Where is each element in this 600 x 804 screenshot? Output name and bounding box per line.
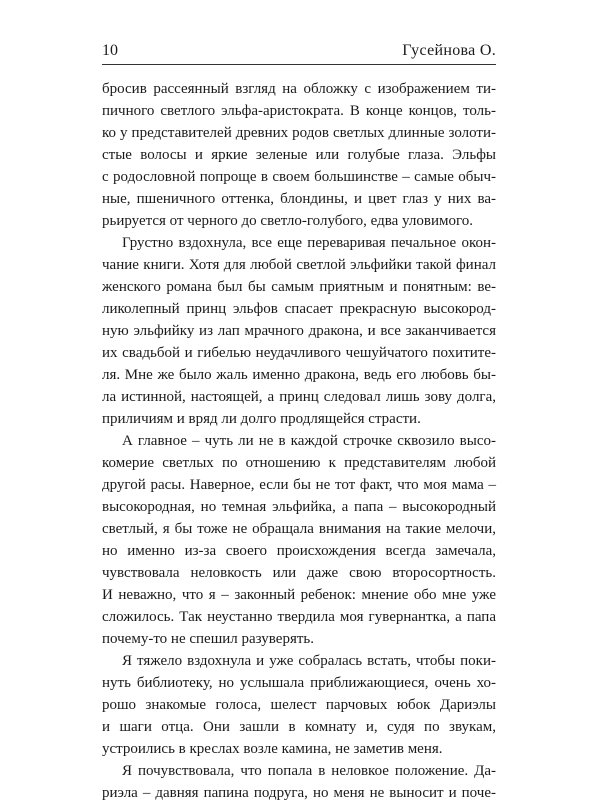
text-line: ля. Мне же было жаль именно дракона, ведь его любовь бы-	[102, 367, 496, 383]
author-name: Гусейнова О.	[402, 42, 496, 59]
text-line: сложилось. Так неустанно твердила моя гувернантка, а папа	[102, 609, 496, 625]
text-line: чувствовала неловкость или даже свою второсортность.	[102, 565, 496, 581]
text-line: ко у представителей древних родов светлых длинные золоти-	[102, 125, 496, 141]
text-line: устроились в креслах возле камина, не заметив меня.	[102, 741, 443, 757]
text-line: рьируется от черного до светло-голубого, едва уловимого.	[102, 213, 474, 229]
body-text	[102, 78, 496, 804]
paragraph	[102, 650, 496, 760]
text-line: но именно из-за своего происхождения всегда замечала,	[102, 543, 496, 559]
running-head	[102, 40, 496, 65]
text-line: Я тяжело вздохнула и уже собралась встать, чтобы поки-	[122, 653, 496, 669]
text-line: пичного светлого эльфа-аристократа. В конце концов, толь-	[102, 103, 496, 119]
text-line: комерие светлых по отношению к представителям любой	[102, 455, 496, 471]
text-line: почему-то не спешил разуверять.	[102, 631, 314, 647]
text-line: ликолепный принц эльфов спасает прекрасную высокород-	[102, 301, 496, 317]
text-line: женского романа был бы самым приятным и понятным: ве-	[102, 279, 496, 295]
text-line: и шаги отца. Они зашли в комнату и, судя по звукам,	[102, 719, 496, 735]
text-line: чание книги. Хотя для любой светлой эльфийки такой финал	[102, 257, 496, 273]
text-line: другой расы. Наверное, если бы не тот факт, что моя мама –	[102, 477, 496, 493]
page-number: 10	[102, 42, 118, 59]
text-line: бросив рассеянный взгляд на обложку с изображением ти-	[102, 81, 496, 97]
text-line: И неважно, что я – законный ребенок: мнение обо мне уже	[102, 587, 496, 603]
text-line: высокородная, но темная эльфийка, а папа – высокородный	[102, 499, 496, 515]
text-line: ла истинной, настоящей, а принц следовал лишь зову долга,	[102, 389, 496, 405]
paragraph	[102, 232, 496, 430]
text-line: стые волосы и яркие зеленые или голубые глаза. Эльфы	[102, 147, 496, 163]
text-line: А главное – чуть ли не в каждой строчке сквозило высо-	[122, 433, 496, 449]
paragraph	[102, 430, 496, 650]
paragraph	[102, 760, 496, 804]
text-line: их свадьбой и гибелью неудачливого чешуйчатого похитите-	[102, 345, 496, 361]
text-line: нуть библиотеку, но услышала приближающиеся, очень хо-	[102, 675, 496, 691]
text-line: риэла – давняя папина подруга, но меня не выносит и поче-	[102, 785, 496, 801]
text-line: ную эльфийку из лап мрачного дракона, и все заканчивается	[102, 323, 496, 339]
text-line: Я почувствовала, что попала в неловкое положение. Да-	[122, 763, 496, 779]
paragraph	[102, 78, 496, 232]
text-line: Грустно вздохнула, все еще переваривая печальное окон-	[122, 235, 496, 251]
text-line: с родословной попроще в своем большинстве – самые обыч-	[102, 169, 496, 185]
text-line: приличиям и вряд ли долго продлящейся страсти.	[102, 411, 421, 427]
text-line: рошо знакомые голоса, шелест парчовых юбок Дариэлы	[102, 697, 496, 713]
text-line: светлый, я бы тоже не обращала внимания на такие мелочи,	[102, 521, 496, 537]
text-line: ные, пшеничного оттенка, блондины, и цвет глаз у них ва-	[102, 191, 496, 207]
